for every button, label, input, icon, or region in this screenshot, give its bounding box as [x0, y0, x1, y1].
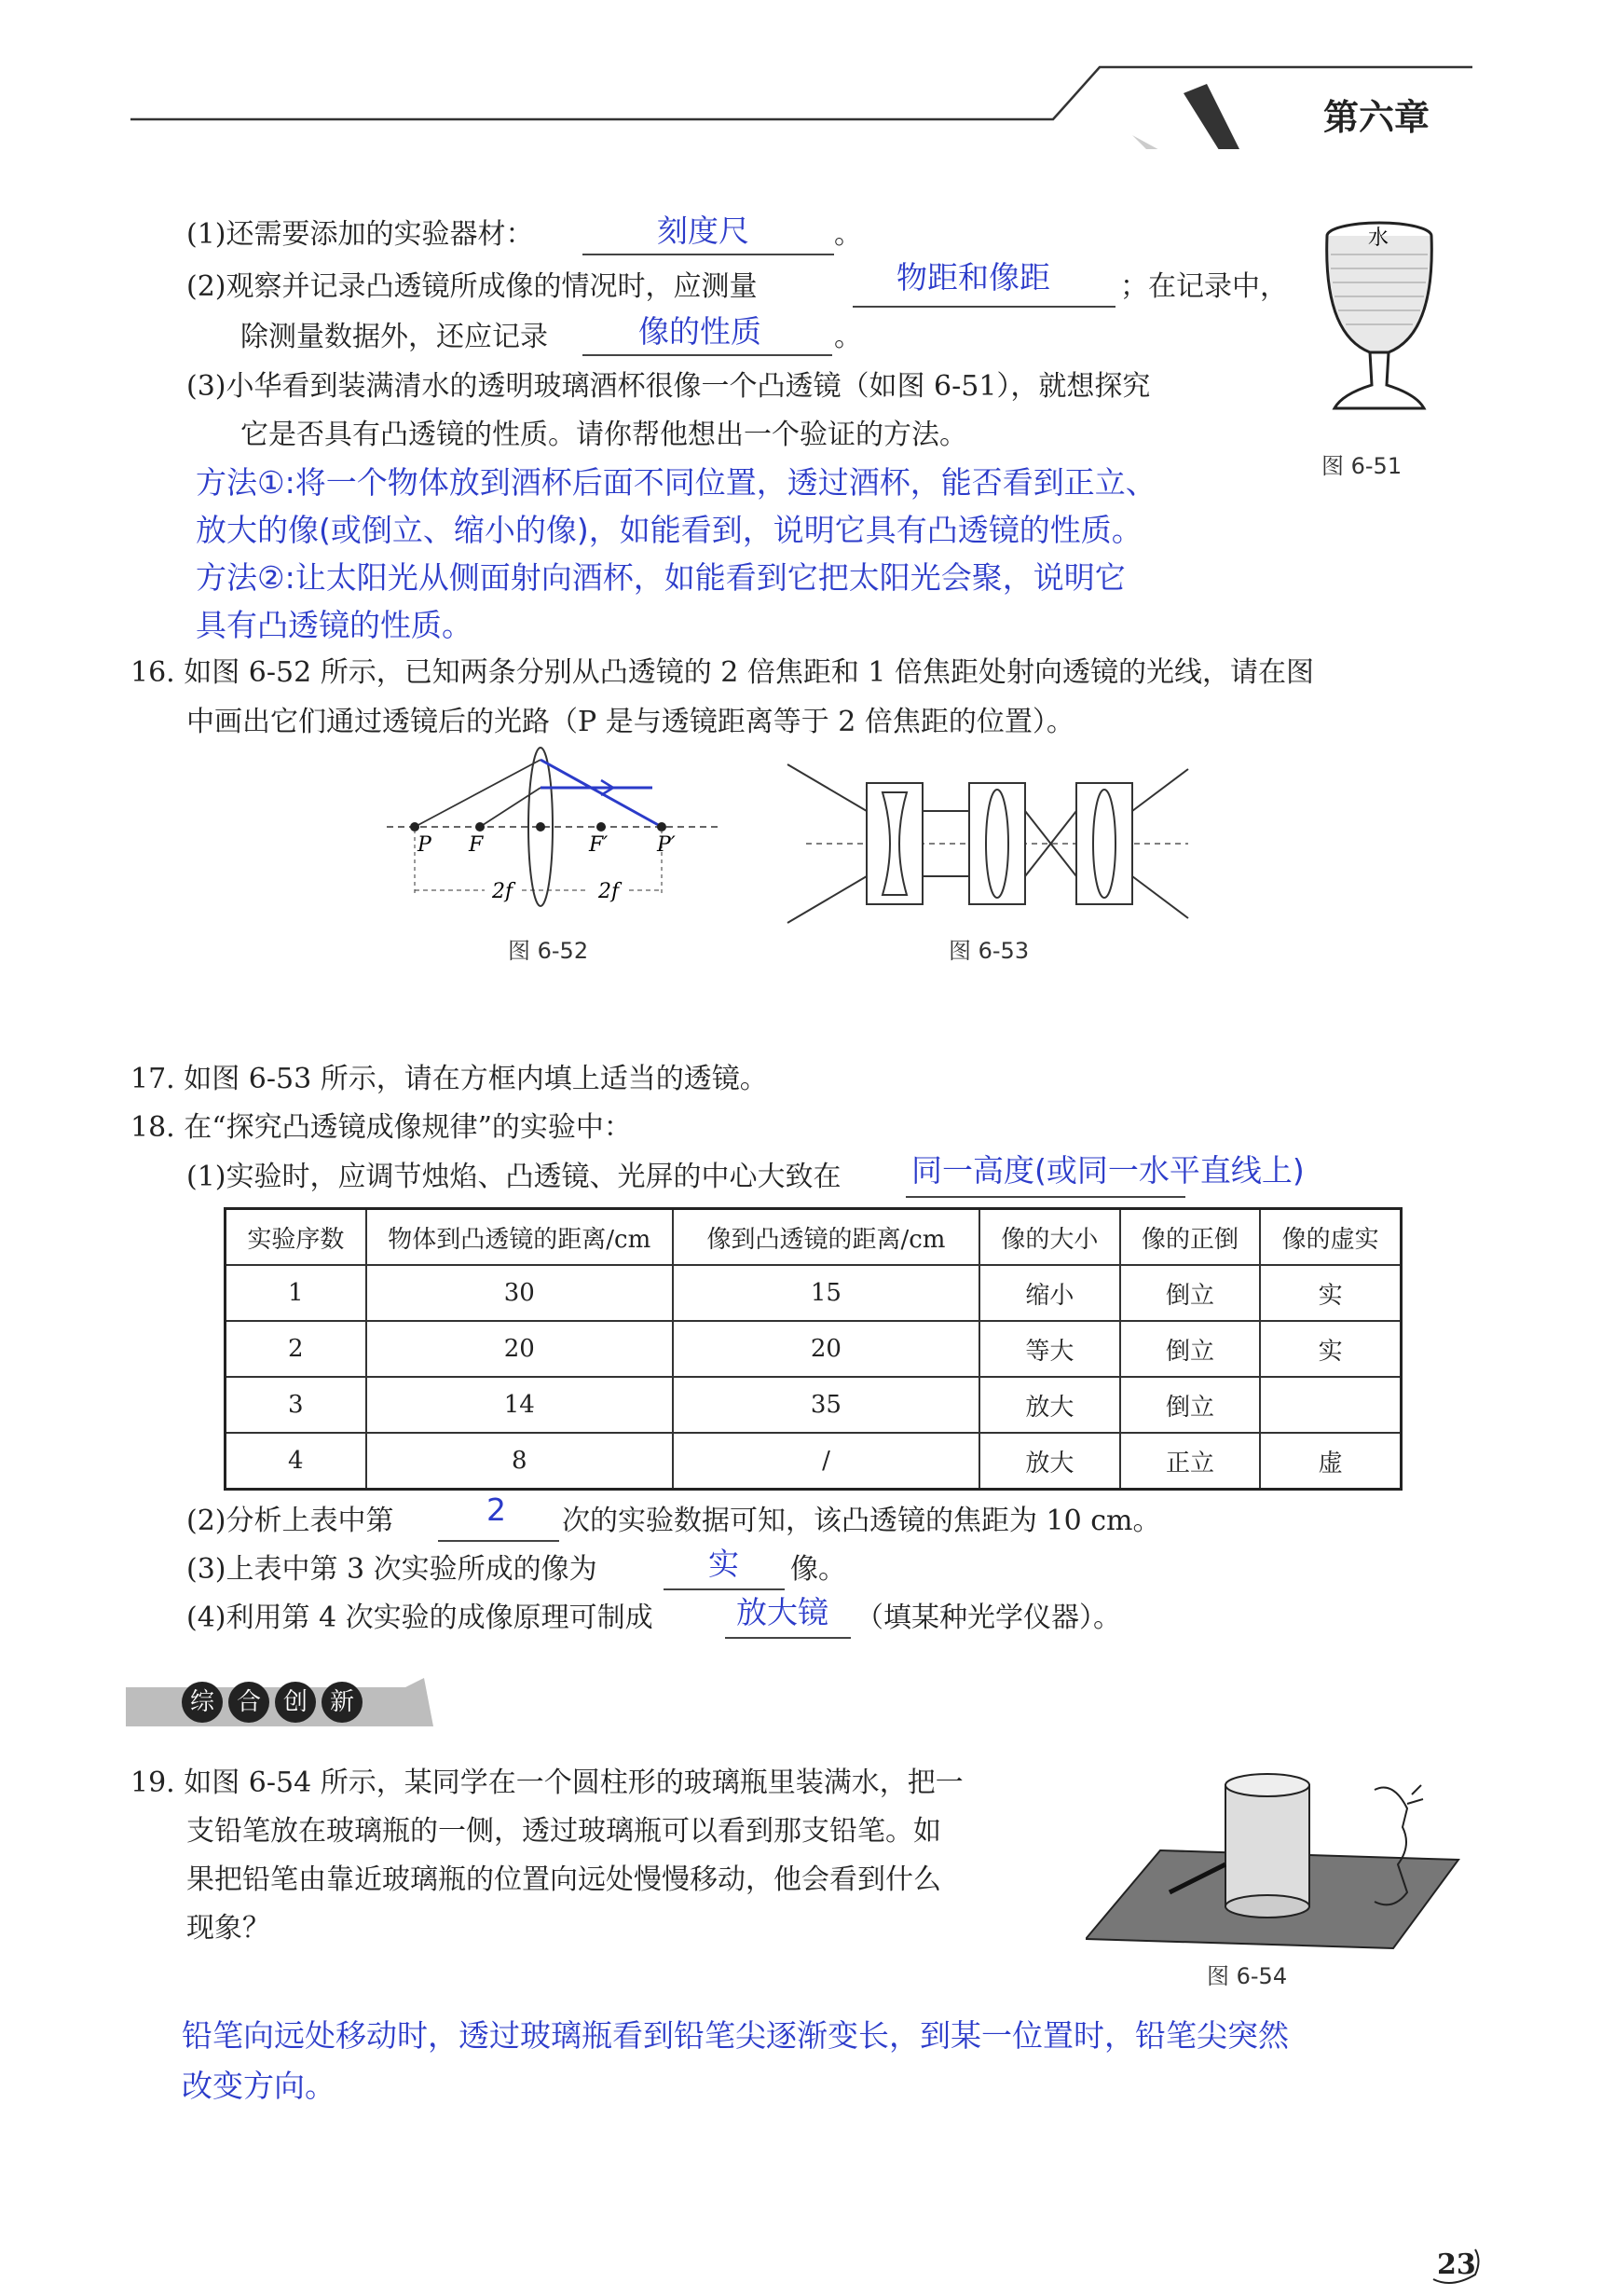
table-cell: 实 [1260, 1321, 1401, 1377]
label-2f-right: 2f [598, 880, 620, 903]
q19-line3: 果把铅笔由靠近玻璃瓶的位置向远处慢慢移动，他会看到什么 [186, 1863, 941, 1896]
table-cell: 缩小 [979, 1265, 1120, 1321]
table-cell: 倒立 [1120, 1265, 1261, 1321]
header-rule [121, 56, 1491, 149]
q19-answer-line1: 铅笔向远处移动时，透过玻璃瓶看到铅笔尖逐渐变长，到某一位置时，铅笔尖突然 [182, 2017, 1289, 2054]
section-char: 合 [228, 1682, 269, 1723]
table-header: 像的大小 [979, 1209, 1120, 1266]
q15-answer-line2: 放大的像(或倒立、缩小的像)，如能看到，说明它具有凸透镜的性质。 [196, 512, 1143, 548]
q19-line2: 支铅笔放在玻璃瓶的一侧，透过玻璃瓶可以看到那支铅笔。如 [186, 1815, 941, 1848]
table-header: 像的正倒 [1120, 1209, 1261, 1266]
table-header: 物体到凸透镜的距离/cm [366, 1209, 673, 1266]
table-row [226, 1433, 1402, 1490]
q15-p2b-blank [582, 354, 832, 356]
section-banner [126, 1678, 433, 1726]
q15-p2b-answer: 像的性质 [638, 313, 761, 350]
label-F-prime: F′ [589, 833, 609, 857]
table-cell: 20 [366, 1321, 673, 1377]
fig-6-51-caption: 图 6-51 [1321, 453, 1403, 479]
label-P-prime: P′ [657, 833, 676, 857]
table-cell: 1 [226, 1265, 366, 1321]
table-cell: 放大 [979, 1433, 1120, 1490]
table-header: 实验序数 [226, 1209, 366, 1266]
q15-answer-line1: 方法①:将一个物体放到酒杯后面不同位置，透过酒杯，能否看到正立、 [196, 464, 1157, 501]
q19-line1: 19. 如图 6-54 所示，某同学在一个圆柱形的玻璃瓶里装满水，把一 [130, 1767, 964, 1799]
table-header: 像的虚实 [1260, 1209, 1401, 1266]
q15-p2-answer: 物距和像距 [896, 259, 1050, 296]
q15-p1-answer: 刻度尺 [657, 213, 749, 249]
table-cell: 3 [226, 1377, 366, 1433]
q18-p2-b: 次的实验数据可知，该凸透镜的焦距为 10 cm。 [562, 1505, 1161, 1537]
q16-line1: 16. 如图 6-52 所示，已知两条分别从凸透镜的 2 倍焦距和 1 倍焦距处射向透镜的光线，请在图 [130, 656, 1315, 689]
q15-p3-line1: (3)小华看到装满清水的透明玻璃酒杯很像一个凸透镜（如图 6-51），就想探究 [186, 370, 1151, 403]
q15-answer-line3: 方法②:让太阳光从侧面射向酒杯，如能看到它把太阳光会聚，说明它 [196, 559, 1126, 596]
table-cell: 实 [1260, 1265, 1401, 1321]
q15-p3-line2: 它是否具有凸透镜的性质。请你帮他想出一个验证的方法。 [240, 419, 967, 451]
table-row [226, 1321, 1402, 1377]
q15-p1-end: 。 [834, 218, 862, 251]
table-header: 像到凸透镜的距离/cm [673, 1209, 979, 1266]
q18-p3-answer: 实 [708, 1546, 739, 1582]
page-number-bracket [1424, 2242, 1489, 2289]
table-cell: 虚 [1260, 1433, 1401, 1490]
fig-6-52-lens-diagram [373, 741, 727, 928]
experiment-table [224, 1207, 1403, 1491]
q15-p1-blank [582, 254, 834, 255]
table-header-row [226, 1209, 1402, 1266]
q15-p1-label: (1)还需要添加的实验器材： [186, 218, 534, 251]
table-cell: 2 [226, 1321, 366, 1377]
q18-p2-a: (2)分析上表中第 [186, 1505, 394, 1537]
table-cell: 14 [366, 1377, 673, 1433]
q15-p2-mid: ；在记录中， [1120, 270, 1288, 303]
fig-6-52-caption: 图 6-52 [508, 938, 589, 964]
pencil-icon [1132, 84, 1251, 149]
q19-line4: 现象？ [186, 1912, 270, 1945]
q19-answer-line2: 改变方向。 [182, 2068, 335, 2104]
page-number: 23 [1437, 2248, 1476, 2281]
q18-p4-a: (4)利用第 4 次实验的成像原理可制成 [186, 1602, 653, 1634]
fig-6-54-bottle-figure [1086, 1753, 1477, 1958]
q15-p2b-end: 。 [834, 321, 862, 353]
q18-p1-answer: 同一高度(或同一水平直线上) [911, 1152, 1305, 1189]
section-char: 创 [275, 1682, 316, 1723]
table-cell: 倒立 [1120, 1377, 1261, 1433]
q18-intro: 18. 在“探究凸透镜成像规律”的实验中： [130, 1111, 632, 1144]
q18-p2-answer: 2 [486, 1492, 506, 1528]
table-cell: 4 [226, 1433, 366, 1490]
table-row [226, 1377, 1402, 1433]
q15-p2-label: (2)观察并记录凸透镜所成像的情况时，应测量 [186, 270, 758, 303]
wine-glass-figure [1314, 213, 1444, 418]
q18-p2-blank [438, 1540, 559, 1542]
q18-p4-b: （填某种光学仪器）。 [855, 1602, 1121, 1634]
table-cell [1260, 1377, 1401, 1433]
q18-p1-blank [906, 1196, 1185, 1198]
section-char: 综 [182, 1682, 223, 1723]
chapter-title: 第六章 [1323, 96, 1430, 138]
label-2f-left: 2f [492, 880, 513, 903]
table-cell: 15 [673, 1265, 979, 1321]
q15-p2b-label: 除测量数据外，还应记录 [240, 321, 548, 353]
table-cell: 20 [673, 1321, 979, 1377]
fig-6-53-lens-boxes [778, 760, 1198, 928]
table-cell: 35 [673, 1377, 979, 1433]
q18-p3-b: 像。 [790, 1553, 846, 1586]
q15-answer-line4: 具有凸透镜的性质。 [196, 607, 472, 643]
q18-p4-answer: 放大镜 [736, 1594, 828, 1630]
table-cell: 30 [366, 1265, 673, 1321]
q15-p2-blank [853, 306, 1115, 308]
table-cell: 倒立 [1120, 1321, 1261, 1377]
section-title [182, 1682, 368, 1723]
table-cell: 放大 [979, 1377, 1120, 1433]
label-P: P [417, 833, 431, 857]
fig-6-54-caption: 图 6-54 [1207, 1963, 1288, 1989]
table-cell: / [673, 1433, 979, 1490]
table-row [226, 1265, 1402, 1321]
q18-p1-label: (1)实验时，应调节烛焰、凸透镜、光屏的中心大致在 [186, 1161, 842, 1193]
q18-p4-blank [725, 1637, 851, 1639]
table-cell: 正立 [1120, 1433, 1261, 1490]
q17-text: 17. 如图 6-53 所示，请在方框内填上适当的透镜。 [130, 1063, 768, 1095]
q16-line2: 中画出它们通过透镜后的光路（P 是与透镜距离等于 2 倍焦距的位置）。 [186, 706, 1074, 738]
q18-p3-a: (3)上表中第 3 次实验所成的像为 [186, 1553, 597, 1586]
table-cell: 8 [366, 1433, 673, 1490]
glass-water-label: 水 [1368, 227, 1389, 250]
table-cell: 等大 [979, 1321, 1120, 1377]
section-char: 新 [322, 1682, 363, 1723]
label-F: F [469, 833, 484, 857]
fig-6-53-caption: 图 6-53 [949, 938, 1030, 964]
